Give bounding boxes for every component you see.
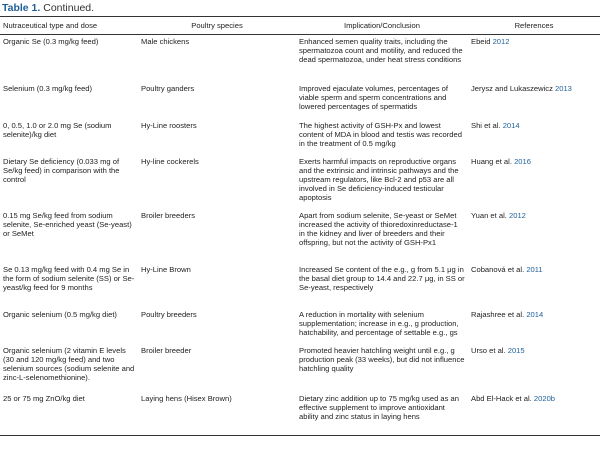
column-header-species: Poultry species	[138, 17, 296, 35]
column-header-dose: Nutraceutical type and dose	[0, 17, 138, 35]
dose-cell: 25 or 75 mg ZnO/kg diet	[0, 392, 138, 436]
species-cell: Hy-Line Brown	[141, 264, 191, 274]
reference-cell	[468, 155, 600, 209]
reference-cell	[468, 209, 600, 263]
reference-author: Rajashree et al.	[471, 309, 525, 319]
implication-cell: Dietary zinc addition up to 75 mg/kg used as an effective supplement to improve antioxidant ability and zinc status in laying hens	[296, 392, 468, 436]
dose-cell: Organic selenium (0.5 mg/kg diet)	[3, 309, 117, 319]
reference-author: Huang et al.	[471, 156, 512, 166]
reference-year-link[interactable]: 2015	[507, 345, 525, 355]
species-cell: Hy-Line roosters	[141, 120, 197, 130]
reference-year-link[interactable]: 2014	[502, 120, 520, 130]
reference-cell	[468, 263, 600, 308]
species-cell: Broiler breeder	[141, 345, 192, 355]
reference-author: Abd El-Hack et al.	[471, 393, 532, 403]
dose-cell: 0, 0.5, 1.0 or 2.0 mg Se (sodium selenite)/kg diet	[3, 120, 112, 139]
reference-author: Jerysz and Lukaszewicz	[471, 83, 553, 93]
reference-year-link[interactable]: 2016	[514, 156, 531, 166]
table-row	[0, 263, 600, 308]
implication-cell: Promoted heavier hatchling weight until e.g., g production peak (33 weeks), but did not influence hatchling quality	[299, 345, 465, 373]
implication-cell: The highest activity of GSH-Px and lowest content of MDA in blood and testis was recorded in the treatment of 0.5 mg/kg	[299, 120, 462, 148]
reference-year-link[interactable]: 2020b	[533, 393, 556, 403]
reference-cell	[468, 35, 600, 82]
reference-author: Ebeid	[471, 37, 491, 46]
dose-cell: Organic Se (0.3 mg/kg feed)	[3, 37, 99, 46]
reference-year-link[interactable]: 2012	[509, 210, 526, 220]
species-cell: Poultry ganders	[141, 83, 195, 93]
reference-year-link[interactable]: 2011	[526, 264, 543, 274]
reference-author: Cobanová et al.	[471, 264, 525, 274]
reference-cell	[468, 119, 600, 155]
reference-cell	[468, 82, 600, 119]
implication-cell: Exerts harmful impacts on reproductive organs and the extrinsic and intrinsic pathways and the upstream regulators, like Bcl-2 and p53 are all involved in Se deficiency-induced testicular apoptosis	[299, 156, 459, 203]
implication-cell: Apart from sodium selenite, Se-yeast or SeMet increased the activity of thioredoxinreductase-1 in the kidney and liver of breeders and their offspring, but not the activity of GSH-Px1	[299, 210, 458, 248]
species-cell: Laying hens (Hisex Brown)	[138, 392, 296, 436]
table-label: Table 1.	[2, 2, 41, 14]
dose-cell: 0.15 mg Se/kg feed from sodium selenite, Se-enriched yeast (Se-yeast) or SeMet	[3, 210, 132, 238]
column-header-references: References	[468, 17, 600, 35]
implication-cell: Enhanced semen quality traits, including the spermatozoa count and motility, and reduced the dead spermatozoa, under heat stress conditions	[299, 37, 463, 65]
species-cell: Poultry breeders	[141, 309, 197, 319]
table-body	[0, 35, 600, 436]
dose-cell: Dietary Se deficiency (0.033 mg of Se/kg feed) in comparison with the control	[3, 156, 120, 184]
table-caption-text: Continued.	[43, 2, 95, 14]
species-cell: Hy-line cockerels	[141, 156, 199, 166]
reference-author: Urso et al.	[471, 345, 506, 355]
dose-cell: Organic selenium (2 vitamin E levels (30 and 120 mg/kg feed) and two selenium sources (sodium selenite and zinc-L-selenomethionine).	[3, 345, 135, 383]
table-row	[0, 209, 600, 263]
reference-cell	[468, 344, 600, 392]
table-row	[0, 344, 600, 392]
reference-cell	[468, 392, 600, 436]
implication-cell: Increased Se content of the e.g., g from 5.1 μg in the basal diet group to 14.4 and 22.7 μg, in SS or Se-yeast, respectively	[299, 264, 465, 292]
table-row	[0, 119, 600, 155]
species-cell: Male chickens	[141, 37, 190, 46]
dose-cell: Se 0.13 mg/kg feed with 0.4 mg Se in the form of sodium selenite (SS) or Se-yeast/kg feed for 9 months	[3, 264, 135, 292]
species-cell: Broiler breeders	[141, 210, 196, 220]
reference-author: Yuan et al.	[471, 210, 507, 220]
data-table	[0, 16, 600, 436]
reference-year-link[interactable]: 2013	[555, 83, 572, 93]
dose-cell: Selenium (0.3 mg/kg feed)	[3, 83, 93, 93]
table-row	[0, 392, 600, 436]
reference-cell	[468, 308, 600, 344]
implication-cell: A reduction in mortality with selenium supplementation; increase in e.g., g production, hatchability, and percentage of settable e.g., gs	[299, 309, 459, 337]
header-row	[0, 17, 600, 35]
reference-year-link[interactable]: 2014	[526, 309, 544, 319]
column-header-implication: Implication/Conclusion	[296, 17, 468, 35]
reference-year-link[interactable]: 2012	[492, 37, 510, 46]
reference-author: Shi et al.	[471, 120, 501, 130]
table-caption	[0, 0, 600, 16]
implication-cell: Improved ejaculate volumes, percentages of viable sperm and sperm concentrations and lowered percentages of spermatids	[299, 83, 449, 111]
table-row	[0, 155, 600, 209]
table-row	[0, 82, 600, 119]
table-row	[0, 35, 600, 82]
table-row	[0, 308, 600, 344]
